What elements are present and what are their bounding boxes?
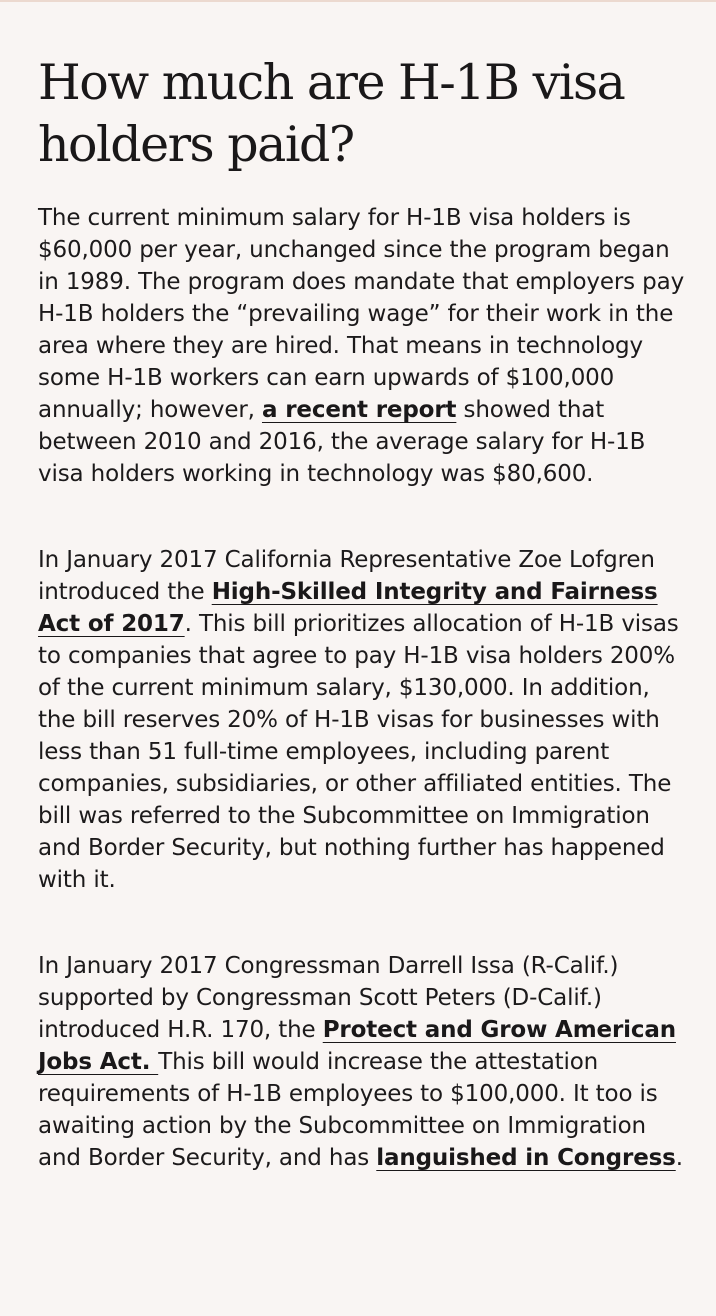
languished-in-congress-link[interactable]: languished in Congress xyxy=(376,1145,676,1171)
paragraph-text: . xyxy=(675,1145,683,1171)
high-skilled-integrity-act-link[interactable]: High-Skilled Integrity and Fairness Act of 2017 xyxy=(38,579,658,637)
protect-and-grow-act-link[interactable]: Protect and Grow American Jobs Act. xyxy=(38,1017,676,1075)
recent-report-link[interactable]: a recent report xyxy=(261,397,457,423)
paragraph-text: showed that between 2010 and 2016, the average salary for H-1B visa holders working in technology was $80,600. xyxy=(38,397,646,487)
top-divider xyxy=(0,0,716,2)
paragraph-issa-bill xyxy=(38,950,688,1174)
paragraph-minimum-salary xyxy=(38,202,688,490)
paragraph-text: In January 2017 Congressman Darrell Issa (R-Calif.) supported by Congressman Scott Peters (D-Calif.) introduced H.R. 170, the xyxy=(38,953,619,1043)
paragraph-text: . This bill prioritizes allocation of H-1B visas to companies that agree to pay H-1B visa holders 200% of the current minimum salary, $130,000. In addition, the bill reserves 20% of H-1B visas for businesses with less than 51 full-time employees, including parent companies, subsidiaries, or other affiliated entities. The bill was referred to the Subcommittee on Immigration and Border Security, but nothing further has happened with it. xyxy=(38,611,679,893)
paragraph-text: This bill would increase the attestation requirements of H-1B employees to $100,000. It too is awaiting action by the Subcommittee on Immigration and Border Security, and has xyxy=(38,1049,658,1171)
paragraph-text: In January 2017 California Representative Zoe Lofgren introduced the xyxy=(38,547,655,605)
article-body xyxy=(38,52,688,1174)
paragraph-lofgren-bill xyxy=(38,544,688,896)
article-heading: How much are H-1B visa holders paid? xyxy=(38,54,625,173)
paragraph-text: The current minimum salary for H-1B visa holders is $60,000 per year, unchanged since the program began in 1989. The program does mandate that employers pay H-1B holders the “prevailing wage” for their work in the area where they are hired. That means in technology some H-1B workers can earn upwards of $100,000 annually; however, xyxy=(38,205,685,423)
